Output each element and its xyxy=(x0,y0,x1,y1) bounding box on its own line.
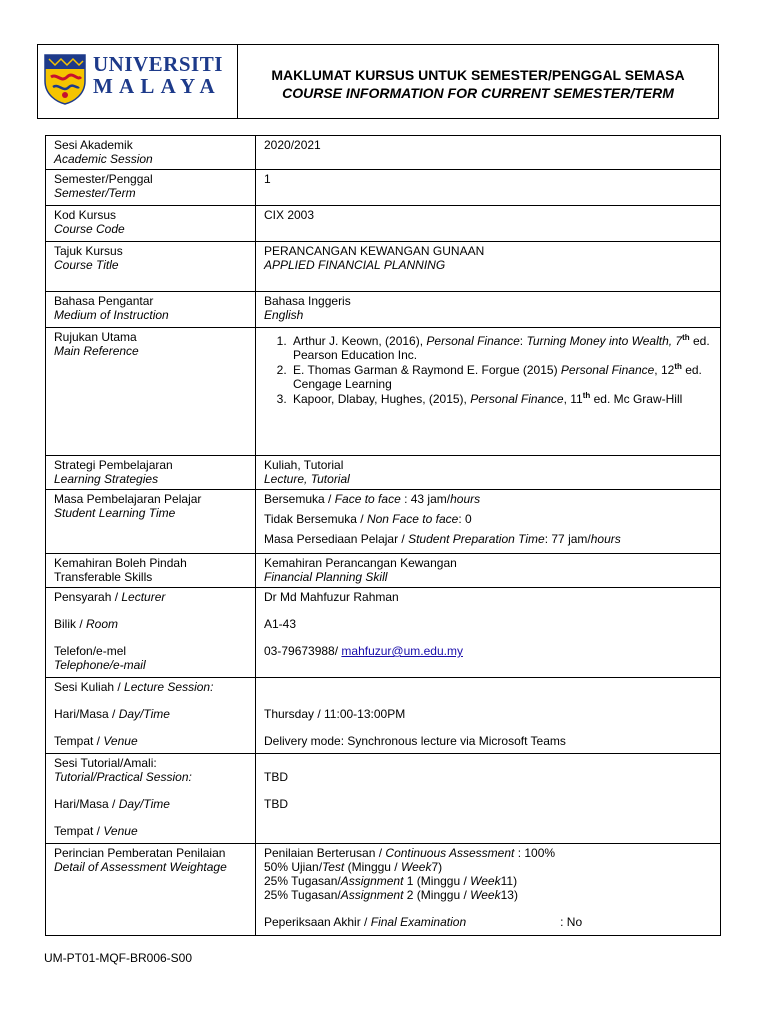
label-malay: Rujukan Utama xyxy=(54,330,137,344)
label-tutorial-english: Tutorial/Practical Session: xyxy=(54,770,192,784)
label-cell xyxy=(46,242,256,292)
label-malay: Semester/Penggal xyxy=(54,172,153,186)
label-cell xyxy=(46,136,256,170)
ref-edition-suffix: th xyxy=(582,391,591,400)
label-cell xyxy=(46,554,256,588)
course-title-english: APPLIED FINANCIAL PLANNING xyxy=(264,258,446,272)
document-header xyxy=(37,44,719,119)
label-room: Bilik / Room xyxy=(54,617,119,631)
value-cell xyxy=(256,754,721,844)
ref-author: Arthur J. Keown, (2016), xyxy=(293,334,427,348)
label-cell xyxy=(46,490,256,554)
label-english: Learning Strategies xyxy=(54,472,159,486)
label-english: Main Reference xyxy=(54,344,139,358)
logo-wordmark-line1: UNIVERSITI xyxy=(93,52,223,76)
value-cell xyxy=(256,844,721,936)
label-malay: Sesi Akademik xyxy=(54,138,133,152)
medium-english: English xyxy=(264,308,304,322)
label-cell xyxy=(46,328,256,456)
skills-english: Financial Planning Skill xyxy=(264,570,388,584)
label-english: Semester/Term xyxy=(54,186,136,200)
row-learning-strategies xyxy=(46,456,721,490)
ref-edition: , 12 xyxy=(654,363,675,377)
label-english: Course Code xyxy=(54,222,125,236)
ref-publisher: ed. Pearson Education Inc. xyxy=(293,334,710,362)
logo-wordmark-line2: MALAYA xyxy=(93,74,221,98)
label-cell xyxy=(46,170,256,206)
tutorial-session-value: TBD xyxy=(264,770,288,784)
university-logo xyxy=(38,45,238,118)
ref-title: Personal Finance xyxy=(426,334,520,348)
label-cell xyxy=(46,678,256,754)
slt-face-to-face: Bersemuka / Face to face : 43 jam/hours xyxy=(264,492,481,506)
value-cell xyxy=(256,242,721,292)
ref-title: Personal Finance xyxy=(560,363,655,377)
lecture-day-time: Thursday / 11:00-13:00PM xyxy=(264,707,406,721)
label-day-time: Hari/Masa / Day/Time xyxy=(54,797,170,811)
strategy-english: Lecture, Tutorial xyxy=(264,472,350,486)
value-cell xyxy=(256,554,721,588)
label-cell xyxy=(46,844,256,936)
tutorial-day-time: TBD xyxy=(264,797,288,811)
label-telephone-malay: Telefon/e-mel xyxy=(54,644,127,658)
course-info-table xyxy=(45,135,721,936)
row-assessment-weightage xyxy=(46,844,721,936)
label-malay: Kod Kursus xyxy=(54,208,117,222)
row-tutorial-session xyxy=(46,754,721,844)
continuous-assessment: Penilaian Berterusan / Continuous Assessment : 100% xyxy=(264,846,556,860)
ref-sep: : xyxy=(519,334,527,348)
course-title-malay: PERANCANGAN KEWANGAN GUNAAN xyxy=(264,244,485,258)
ref-publisher: ed. Mc Graw-Hill xyxy=(590,392,683,406)
label-lecturer: Pensyarah / Lecturer xyxy=(54,590,166,604)
ref-author: E. Thomas Garman & Raymond E. Forgue (2015) xyxy=(293,363,561,377)
label-english: Academic Session xyxy=(54,152,153,166)
label-malay: Bahasa Pengantar xyxy=(54,294,154,308)
label-english: Detail of Assessment Weightage xyxy=(54,860,227,874)
label-lecture-session: Sesi Kuliah / Lecture Session: xyxy=(54,680,214,694)
value-cell xyxy=(256,292,721,328)
value-cell xyxy=(256,170,721,206)
row-lecture-session xyxy=(46,678,721,754)
lecture-venue: Delivery mode: Synchronous lecture via Microsoft Teams xyxy=(264,734,566,748)
ref-title: Personal Finance xyxy=(470,392,564,406)
lecturer-contact xyxy=(264,644,712,658)
strategy-malay: Kuliah, Tutorial xyxy=(264,458,344,472)
label-malay: Kemahiran Boleh Pindah xyxy=(54,556,187,570)
list-item xyxy=(290,363,712,391)
ref-author: Kapoor, Dlabay, Hughes, (2015), xyxy=(293,392,471,406)
label-cell xyxy=(46,754,256,844)
lecturer-phone: 03-79673988/ xyxy=(264,644,342,658)
label-malay: Perincian Pemberatan Penilaian xyxy=(54,846,226,860)
lecturer-room: A1-43 xyxy=(264,617,297,631)
ref-subtitle: Turning Money into Wealth, 7 xyxy=(526,334,683,348)
lecturer-name: Dr Md Mahfuzur Rahman xyxy=(264,590,399,604)
ref-edition: , 11 xyxy=(563,392,583,406)
skills-malay: Kemahiran Perancangan Kewangan xyxy=(264,556,457,570)
label-venue: Tempat / Venue xyxy=(54,734,138,748)
value-cell xyxy=(256,588,721,678)
label-venue: Tempat / Venue xyxy=(54,824,138,838)
label-tutorial-malay: Sesi Tutorial/Amali: xyxy=(54,756,157,770)
list-item xyxy=(290,334,712,362)
reference-list xyxy=(264,334,712,406)
semester-value: 1 xyxy=(264,172,271,186)
row-transferable-skills xyxy=(46,554,721,588)
value-cell xyxy=(256,490,721,554)
list-item xyxy=(290,392,712,406)
label-malay: Masa Pembelajaran Pelajar xyxy=(54,492,202,506)
row-course-code xyxy=(46,206,721,242)
row-academic-session xyxy=(46,136,721,170)
label-telephone-english: Telephone/e-mail xyxy=(54,658,146,672)
university-crest-icon xyxy=(43,53,87,105)
assessment-assignment-2: 25% Tugasan/Assignment 2 (Minggu / Week13) xyxy=(264,888,518,902)
label-cell xyxy=(46,292,256,328)
label-cell xyxy=(46,588,256,678)
row-main-reference xyxy=(46,328,721,456)
value-cell xyxy=(256,136,721,170)
document-code-footer: UM-PT01-MQF-BR006-S00 xyxy=(44,951,193,965)
row-medium xyxy=(46,292,721,328)
ref-edition-suffix: th xyxy=(674,362,682,371)
medium-malay: Bahasa Inggeris xyxy=(264,294,351,308)
label-cell xyxy=(46,456,256,490)
value-cell xyxy=(256,328,721,456)
ref-publisher: ed. Cengage Learning xyxy=(293,363,702,391)
document-title xyxy=(238,45,718,118)
academic-session-value: 2020/2021 xyxy=(264,138,321,152)
slt-preparation-time: Masa Persediaan Pelajar / Student Preparation Time: 77 jam/hours xyxy=(264,532,621,546)
final-examination: Peperiksaan Akhir / Final Examination : No xyxy=(264,915,583,929)
assessment-assignment-1: 25% Tugasan/Assignment 1 (Minggu / Week11) xyxy=(264,874,518,888)
row-student-learning-time xyxy=(46,490,721,554)
row-course-title xyxy=(46,242,721,292)
assessment-test: 50% Ujian/Test (Minggu / Week7) xyxy=(264,860,443,874)
label-english: Course Title xyxy=(54,258,119,272)
slt-non-face-to-face: Tidak Bersemuka / Non Face to face: 0 xyxy=(264,512,472,526)
label-english: Transferable Skills xyxy=(54,570,153,584)
title-english: COURSE INFORMATION FOR CURRENT SEMESTER/TERM xyxy=(282,85,674,101)
label-malay: Tajuk Kursus xyxy=(54,244,123,258)
label-malay: Strategi Pembelajaran xyxy=(54,458,173,472)
ref-edition-suffix: th xyxy=(682,333,690,342)
value-cell xyxy=(256,678,721,754)
label-english: Medium of Instruction xyxy=(54,308,169,322)
title-malay: MAKLUMAT KURSUS UNTUK SEMESTER/PENGGAL SEMASA xyxy=(271,67,685,83)
value-cell xyxy=(256,206,721,242)
lecturer-email-link[interactable]: mahfuzur@um.edu.my xyxy=(341,644,463,658)
value-cell xyxy=(256,456,721,490)
course-code-value: CIX 2003 xyxy=(264,208,315,222)
label-day-time: Hari/Masa / Day/Time xyxy=(54,707,170,721)
row-semester xyxy=(46,170,721,206)
label-english: Student Learning Time xyxy=(54,506,176,520)
row-lecturer xyxy=(46,588,721,678)
label-cell xyxy=(46,206,256,242)
